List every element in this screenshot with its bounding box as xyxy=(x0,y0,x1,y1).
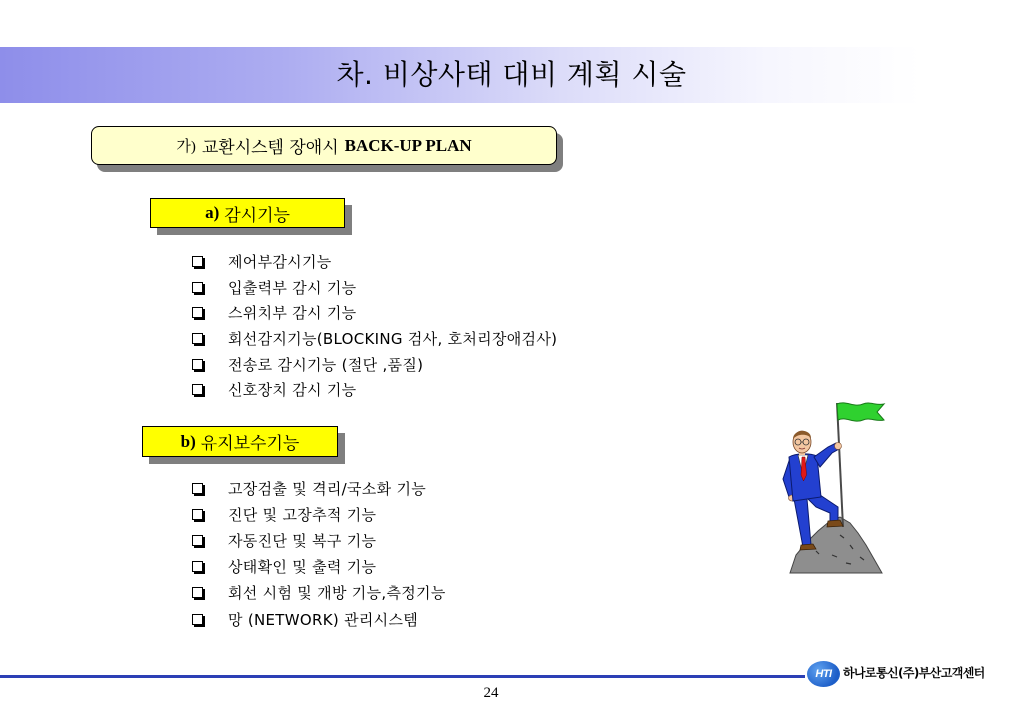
checkbox-bullet-icon xyxy=(192,384,203,395)
checkbox-bullet-icon xyxy=(192,282,203,293)
header-band xyxy=(0,47,1023,103)
monitoring-function-list xyxy=(190,249,557,403)
list-item-text: 회선 시험 및 개방 기능,측정기능 xyxy=(228,584,446,603)
company-logo-icon xyxy=(807,661,840,687)
checkbox-bullet-icon xyxy=(192,587,203,598)
section-prefix: 가) xyxy=(176,139,196,155)
group-b-heading-box xyxy=(142,426,338,457)
footer-line xyxy=(0,675,805,678)
list-item-text: 제어부감시기능 xyxy=(228,253,332,272)
group-a-heading-box xyxy=(150,198,345,228)
list-item xyxy=(190,326,557,352)
section-heading-box xyxy=(91,126,557,165)
list-item-text: 회선감지기능(BLOCKING 검사, 호처리장애검사) xyxy=(228,330,558,349)
checkbox-bullet-icon xyxy=(192,561,203,572)
list-item xyxy=(190,351,557,377)
list-item-text: 신호장치 감시 기능 xyxy=(228,381,357,400)
list-item-text: 전송로 감시기능 (절단 ,품질) xyxy=(228,355,424,374)
slide-title: 차. 비상사태 대비 계획 시술 xyxy=(336,58,687,91)
company-name: 하나로통신(주)부산고객센터 xyxy=(843,666,985,680)
section-title: 교환시스템 장애시 xyxy=(201,138,339,158)
list-item-text: 진단 및 고장추적 기능 xyxy=(228,505,377,524)
list-item xyxy=(190,501,446,527)
list-item-text: 고장검출 및 격리/국소화 기능 xyxy=(228,479,427,498)
list-item-text: 자동진단 및 복구 기능 xyxy=(228,531,377,550)
list-item xyxy=(190,580,446,606)
group-b-prefix: b) xyxy=(180,431,196,451)
checkbox-bullet-icon xyxy=(192,359,203,370)
list-item xyxy=(190,300,557,326)
list-item xyxy=(190,275,557,301)
checkbox-bullet-icon xyxy=(192,307,203,318)
checkbox-bullet-icon xyxy=(192,483,203,494)
list-item-text: 스위치부 감시 기능 xyxy=(228,304,357,323)
section-suffix: BACK-UP PLAN xyxy=(344,135,472,155)
list-item xyxy=(190,249,557,275)
flag xyxy=(837,403,884,527)
list-item xyxy=(190,475,446,501)
page-number: 24 xyxy=(483,685,499,701)
list-item-text: 상태확인 및 출력 기능 xyxy=(228,558,377,577)
checkbox-bullet-icon xyxy=(192,535,203,546)
list-item-text: 입출력부 감시 기능 xyxy=(228,278,357,297)
group-b-label: 유지보수기능 xyxy=(200,434,300,454)
man-on-summit-with-flag-illustration xyxy=(780,395,890,580)
group-a-label: 감시기능 xyxy=(224,205,290,226)
group-a-prefix: a) xyxy=(205,203,220,222)
checkbox-bullet-icon xyxy=(192,256,203,267)
list-item xyxy=(190,377,557,403)
maintenance-function-list xyxy=(190,475,446,632)
checkbox-bullet-icon xyxy=(192,333,203,344)
logo-text: HTI xyxy=(815,668,832,680)
checkbox-bullet-icon xyxy=(192,509,203,520)
list-item xyxy=(190,527,446,553)
list-item xyxy=(190,554,446,580)
list-item xyxy=(190,606,446,632)
list-item-text: 망 (NETWORK) 관리시스템 xyxy=(228,610,419,629)
checkbox-bullet-icon xyxy=(192,614,203,625)
